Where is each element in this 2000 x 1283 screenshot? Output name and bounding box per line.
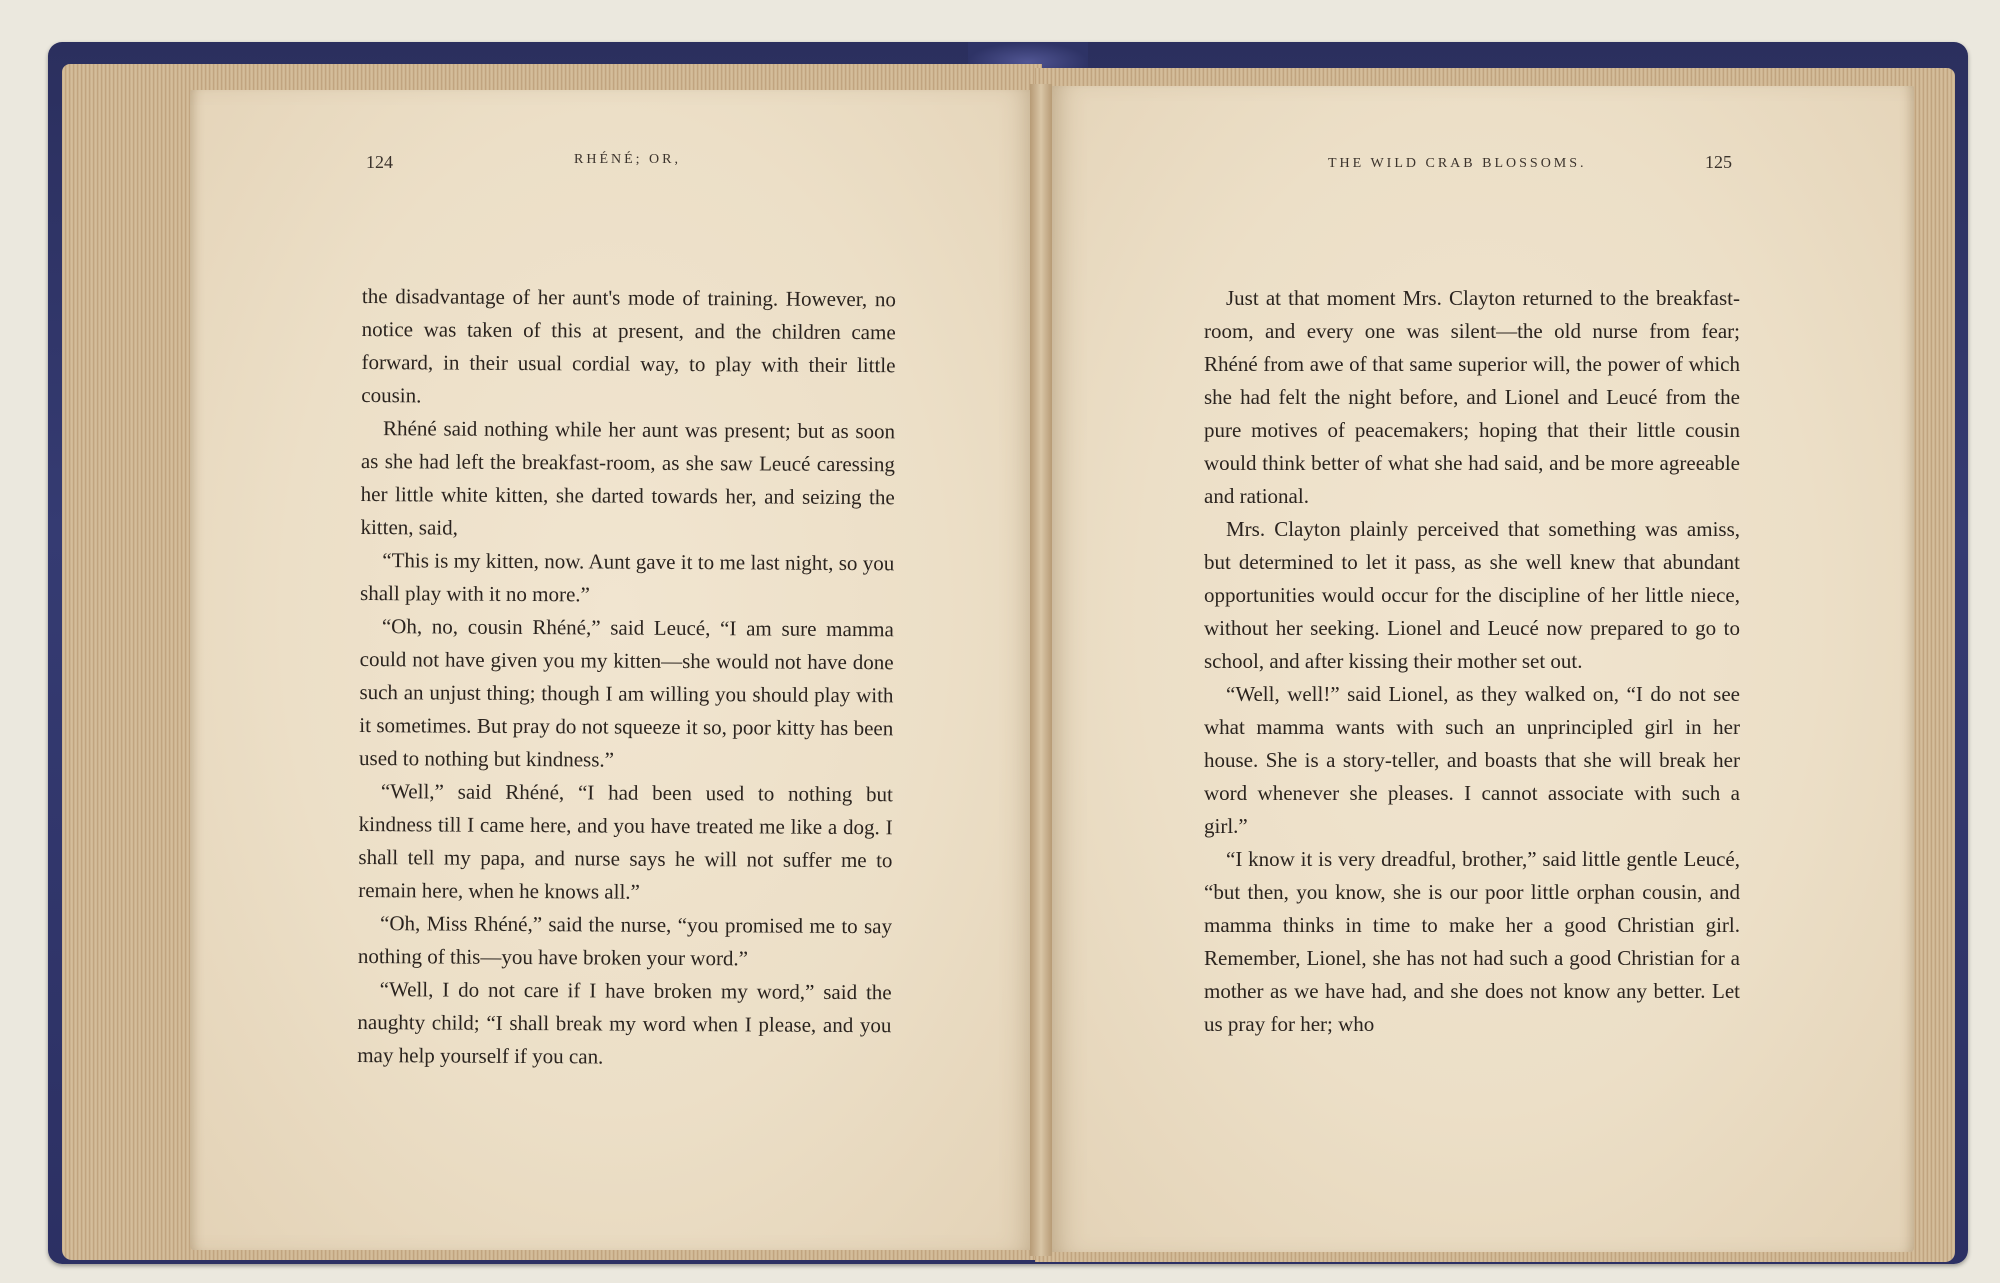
left-running-title: RHÉNÉ; OR,	[574, 152, 681, 167]
left-page-body	[357, 280, 896, 1075]
right-paragraph: Just at that moment Mrs. Clayton returned to the breakfast-room, and every one was silent—the old nurse from fear; Rhéné from awe of that same superior will, the power of which she had felt the night before, and Lionel and Leucé from the pure motives of peacemakers; hoping that their little cousin would think better of what she had said, and be more agreeable and rational.	[1204, 286, 1740, 508]
right-running-head	[1328, 152, 1732, 172]
right-page-body	[1204, 282, 1740, 1041]
left-paragraph: “Oh, Miss Rhéné,” said the nurse, “you promised me to say nothing of this—you have broken your word.”	[357, 911, 893, 971]
left-paragraph: the disadvantage of her aunt's mode of training. However, no notice was taken of this at present, and the children came forward, in their usual cordial way, to play with their little cousin.	[361, 283, 896, 408]
left-running-head	[366, 152, 902, 173]
left-paragraph: “This is my kitten, now. Aunt gave it to me last night, so you shall play with it no more.”	[360, 548, 895, 607]
book-gutter	[1030, 84, 1052, 1256]
right-running-title: THE WILD CRAB BLOSSOMS.	[1328, 156, 1587, 171]
right-paragraph: “Well, well!” said Lionel, as they walked on, “I do not see what mamma wants with such an unprincipled girl in her house. She is a story-teller, and boasts that she will break her word whenever she pleases. I cannot associate with such a girl.”	[1204, 682, 1740, 838]
left-paragraph: “Well,” said Rhéné, “I had been used to nothing but kindness till I came here, and you have treated me like a dog. I shall tell my papa, and nurse says he will not suffer me to remain here, when he knows all.”	[358, 779, 893, 904]
right-paragraph: Mrs. Clayton plainly perceived that something was amiss, but determined to let it pass, as she well knew that abundant opportunities would occur for the discipline of her little niece, without her seeking. Lionel and Leucé now prepared to go to school, and after kissing their mother set out.	[1204, 517, 1740, 673]
right-paragraph: “I know it is very dreadful, brother,” said little gentle Leucé, “but then, you know, she is our poor little orphan cousin, and mamma thinks in time to make her a good Christian girl. Remember, Lionel, she has not had such a good Christian for a mother as we have had, and she does not know any better. Let us pray for her; who	[1204, 847, 1740, 1036]
left-page-number: 124	[366, 152, 393, 172]
right-page-number: 125	[1705, 152, 1732, 172]
left-paragraph: “Well, I do not care if I have broken my word,” said the naughty child; “I shall break my word when I please, and you may help yourself if you can.	[357, 977, 892, 1069]
left-paragraph: Rhéné said nothing while her aunt was present; but as soon as she had left the breakfast-room, as she saw Leucé caressing her little white kitten, she darted towards her, and seizing the kitten, said,	[360, 416, 896, 540]
left-paragraph: “Oh, no, cousin Rhéné,” said Leucé, “I am sure mamma could not have given you my kitten—she would not have done such an unjust thing; though I am willing you should play with it sometimes. But pray do not squeeze it so, poor kitty has been used to nothing but kindness.”	[359, 614, 894, 772]
